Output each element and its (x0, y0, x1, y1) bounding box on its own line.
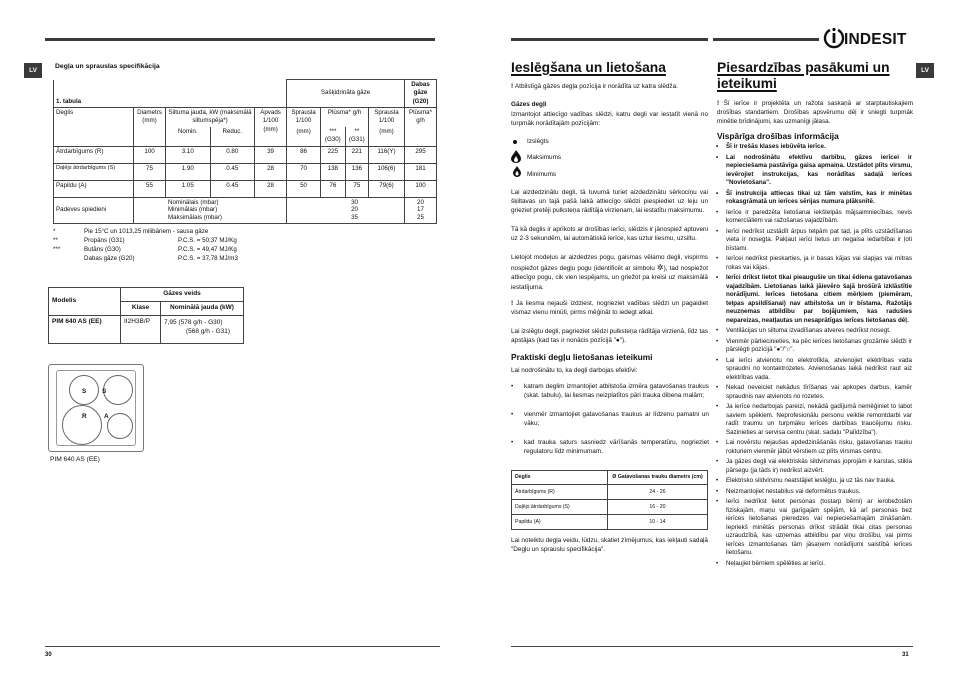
list-item: • Neļaujiet bērniem spēlēties ar ierīci. (713, 560, 912, 569)
burner-label: S (102, 388, 107, 395)
tips-list (511, 382, 709, 467)
header-bar-middle (511, 38, 708, 41)
table-row: Daļējs ātrdarbīgums (S) 75 1.90 0.45 28 70 138 136 106(6) 181 (54, 163, 437, 180)
list-item: • Lai novērstu nejaušas apdedzināšanās risku, gatavošanas trauku rokturiem vienmēr jābūt vērstiem uz plīts virsmas centru. (713, 439, 912, 456)
h-pan-diameter: Ø Gatavošanas trauku diametrs (cm) (608, 471, 708, 485)
indesit-logo (823, 27, 915, 49)
model-table: Modelis Gāzes veids Klase Nominālā jauda (kW) PIM 640 AS (EE) II2H3B/P 7,95 (578 g/h - G30) (568 g/h - G31) (48, 287, 244, 344)
precautions-intro: ! Šī ierīce ir projektēta un ražota saskaņā ar starptautiskajiem drošības standartiem. Drošības apsvērumu dēļ ir sniegti turpmāk minētie brīdinājumi, kas uzmanīgi jālasa. (717, 100, 913, 125)
warning-icon: ! (717, 100, 724, 107)
list-item: • Ja gāzes degļi vai elektriskās sildvirsmas joprojām ir karstas, stikla pārsegu (ja tāds ir) nedrīkst aizvērt. (713, 458, 912, 475)
list-item: • kad trauka saturs sasniedz vārīšanās temperatūru, nogrieziet regulatoru līdz minimumam. (511, 438, 709, 456)
spark-icon: ✲ (656, 263, 664, 273)
indesit-logo-icon (823, 27, 845, 49)
table-row: Ātrdarbīgums (R) 24 - 26 (512, 485, 708, 500)
burner-spec-table (53, 79, 437, 224)
footnotes: * Pie 15°C un 1013,25 milibāriem - sausa gāze ** Propāns (G31) P.C.S. = 50,37 MJ/Kg *** Butāns (G30) P.C.S. = 49,47 MJ/Kg Dabas gāze (G20) P.C.S. = 37,78 MJ/m3 (53, 228, 238, 262)
language-tab-left: LV (24, 63, 42, 78)
h-model: Modelis (49, 288, 121, 316)
h-flow-lpg: Plūsma* g/h (321, 108, 369, 127)
h-burner: Deglis (512, 471, 608, 485)
h-nozzle-ng: Sprausla 1/100 (369, 108, 405, 127)
list-item: • Lai nodrošinātu efektīvu darbību, gāzes ierīcei ir nepieciešama pastāvīga gaisa apmaiņa. Uzstādot plīts virsmu, ievērojiet instrukcijas, kas norādītas sadaļā ierīces "Novietošana". (713, 154, 912, 188)
h-class: Klase (121, 301, 161, 315)
section-title: Degļa un sprauslas specifikācija (55, 63, 160, 70)
h-gas: Gāzes veids (121, 288, 244, 302)
small-flame-icon (512, 166, 522, 177)
header-bar-right (713, 38, 819, 41)
safety-device-text: Tā kā deglis ir aprīkots ar drošības ierīci, slēdzis ir jānospiež aptuveni uz 2-3 sekundēm, lai automātiskā ierīce, kas uztur liesmu, uzsiltu. (511, 226, 708, 243)
burner-label: A (104, 413, 109, 420)
tips-intro: Lai nodrošinātu to, ka degļi darbojas efektīvi: (511, 367, 638, 374)
pan-size-table (511, 470, 708, 530)
model-class: II2H3B/P (121, 315, 161, 343)
large-flame-icon (511, 150, 521, 163)
warning-icon: ! (511, 300, 517, 307)
list-item: • Šī ir trešās klases iebūvēta ierīce. (713, 143, 912, 152)
table-row: Papildu (A) 10 - 14 (512, 515, 708, 530)
ignition-button-text: Lietojot modeļus ar aizdedzes pogu, gaismas vēlamo degli, vispirms nospiežot gāzes degļu pogu (identificēt ar simbolu ✲), tad nospiežot attiecīgo pogu, cik vien iespējams, un griežot pa kreisi uz maksimālā iestatījuma. (511, 254, 709, 291)
usage-title: Ieslēgšana un lietošana (511, 60, 666, 75)
switch-off-text: Lai izslēgtu degli, pagrieziet slēdzi pulksteņa rādītāja virzienā, līdz tas apstājas (kad tas ir nonācis pozīcijā "●"). (511, 328, 708, 345)
group-ng: Dabas gāze (G20) (405, 80, 437, 108)
list-item: • Ierīce ir paredzēta lietošanai iekštelpās mājsaimniecības, nevis komerciāliem vai ražošanas vajadzībām. (713, 209, 912, 226)
h-mm2: (mm) (369, 127, 405, 146)
burner-type-text: Lai noteiktu degļa veidu, lūdzu, skatiet zīmējumus, kas iekļauti sadaļā "Degļu un sprauslu specifikācija". (511, 537, 708, 554)
h-burner: Deglis (54, 108, 134, 146)
h-nom: Nomin. (166, 127, 211, 146)
footer-line-right (511, 646, 913, 647)
page-number-left: 30 (45, 652, 52, 658)
burner-a (107, 413, 133, 439)
safety-list (713, 143, 912, 570)
list-item: • Elektrisko sildvirsmu neatstājiet ieslēgtu, ja uz tās nav trauka. (713, 477, 912, 486)
h-g31: **(G31) (345, 127, 368, 146)
brand-name: INDESIT (844, 31, 907, 48)
pressure-row: Padeves spiedieni Nominālais (mbar) Minimālais (mbar) Maksimālais (mbar) 30 20 35 20 17 25 (54, 197, 437, 223)
hob-diagram (48, 364, 144, 452)
model-name: PIM 640 AS (EE) (49, 315, 121, 343)
list-item: • katram deglim izmantojiet atbilstoša izmēra gatavošanas traukus (skat. tabulu), lai liesmas neizplatītos pāri trauka dibena malām; (511, 382, 709, 400)
list-item: • Ierīci nedrīkst uzstādīt ārpus telpām pat tad, ja plīts uzstādīšanas vieta ir nosegta. Pakļaut ierīci lietus un negaisa iedarbībai ir ļoti bīstami. (713, 228, 912, 254)
language-tab-right: LV (916, 63, 934, 78)
list-item: • Ventilācijas un siltuma izvadīšanas atveres nedrīkst nosegt. (713, 327, 912, 336)
warning-icon: ! (511, 83, 515, 90)
table-row: Daļējs ātrdarbīgums (S) 16 - 20 (512, 500, 708, 515)
table-caption: 1. tabula (54, 80, 287, 108)
list-item: • Ja ierīce nedarbojas pareizi, nekādā gadījumā neměģiniet to labot saviem spēkiem. Neprofesionālu personu veiktie remontdarbi var radīt traumu un turpmāku ierīces darbības traucējumu risku. Sazinieties ar servisa centru (skat. sadaļu "Palīdzība"). (713, 403, 912, 437)
h-g30: ***(G30) (321, 127, 346, 146)
list-item: • Vienmēr pārliecinieties, ka pēc ierīces lietošanas grozāmie slēdži ir pārslēgti pozīcijā "●"/"○". (713, 338, 912, 355)
h-diameter: Diametrs (mm) (134, 108, 166, 146)
practical-tips-heading: Praktiski degļu lietošanas ieteikumi (511, 352, 653, 362)
h-power: Siltuma jauda, kW (maksimālā siltumspēja*) (166, 108, 255, 127)
h-mm: (mm) (287, 127, 321, 146)
off-dot-icon (513, 140, 517, 144)
header-bar-left (45, 38, 435, 41)
burner-label: S (82, 388, 87, 395)
general-safety-heading: Vispārīga drošības informācija (717, 131, 839, 141)
page-number-right: 31 (902, 652, 909, 658)
list-item: • Nekad neveiciet nekādus tīrīšanas vai apkopes darbus, kamēr spraudnis nav atvienots no rozetes. (713, 384, 912, 401)
ignite-text: Lai aizdedzinātu degli, tā tuvumā turiet aizdedzinātu sērkociņu vai šķiltavas un tajā pašā laikā attiecīgo slēdzi piespiediet uz leju un grieziet pretēji pulksteņa rādītāja virzienam, lai iestatītu maksimumu. (511, 189, 708, 215)
subheading-burners: Gāzes degļi (511, 101, 547, 108)
list-item: • Šī instrukcija attiecas tikai uz tām valstīm, kas ir minētas rokasgrāmatā un ierīces sērijas numura plāksnītē. (713, 190, 912, 207)
list-item: • Lai ierīci atvienotu no elektrotīkla, atvienojiet elektrības vada spraudni no kontaktrozetes. Atvienošanas laikā nedrīkst raut aiz elektrības vada. (713, 357, 912, 383)
h-bypass: Apvads 1/100 (mm) (255, 108, 287, 146)
list-item: • Ierīci drīkst lietot tikai pieaugušie un tikai ēdiena gatavošanas vajadzībām. Lietošanas laikā jāievēro šajā brošūrā izklāstītie norādījumi. Ierīces lietošana citiem mērķiem (piemēram, telpas apsildīšanai) nav atbilstoša un ir bīstama. Ražotājs neuzņemas atbildību par bojājumiem, kas radušies nepareizas, neatļautas un nesaprātīgas ierīces lietošanas dēļ. (713, 274, 912, 325)
warning-text: ! Atbilstīgā gāzes degļa pozīcija ir norādīta uz katra slēdža. (511, 83, 678, 90)
list-item: • Neizmantojiet nestabilus vai deformētus traukus. (713, 488, 912, 497)
h-red: Reduc. (210, 127, 255, 146)
table-row: Ātrdarbīgums (R) 100 3.10 0.80 39 86 225 221 116(Y) 295 (54, 146, 437, 163)
burner-label: R (82, 413, 87, 420)
flame-out-warning: ! Ja liesma nejauši izdziest, nogrieziet vadības slēdzi un pagaidiet vismaz vienu minūti, pirms mēģināt to iedegt atkal. (511, 300, 708, 317)
h-flow-ng: Plūsma* g/h (405, 108, 437, 127)
hob-caption: PIM 640 AS (EE) (50, 456, 100, 463)
h-flow: Nominālā jauda (kW) (161, 301, 244, 315)
list-item: • vienmēr izmantojiet gatavošanas traukus ar līdzenu pamatni un vāku; (511, 410, 709, 428)
list-item: • Ierīcei nedrīkst pieskarties, ja ir basas kājas vai slapjas vai mitras rokas vai kājas. (713, 255, 912, 272)
burner-r (62, 405, 102, 445)
h-nozzle-lpg: Sprausla 1/100 (287, 108, 321, 127)
list-item: • Ierīci nedrīkst lietot personas (tostarp bērni) ar ierobežotām fiziskajām, maņu vai garīgajām spējām, kā arī personas bez ierīces lietošanas pieredzes vai nepieciešamajām zināšanām. Iepriekš minētās personas drīkst strādāt tikai citas personas uzraudzībā, kas uzņemas atbildību par viņu drošību, vai pirms ierīces izmantošanas tām jāsaņem norādījumi saistībā ierīces lietošanu. (713, 498, 912, 558)
burner-s-right (103, 375, 133, 405)
table-row: Papildu (A) 55 1.05 0.45 28 50 76 75 79(6) 100 (54, 180, 437, 197)
burners-text: Izmantojot attiecīgo vadības slēdzi, katru degli var iestatīt vienā no turpmāk norādītajām pozīcijām: (511, 111, 708, 128)
group-lpg: Sašķidrināta gāze (287, 80, 405, 108)
precautions-title: Piesardzības pasākumi un ieteikumi (717, 60, 890, 91)
footer-line-left (45, 646, 440, 647)
